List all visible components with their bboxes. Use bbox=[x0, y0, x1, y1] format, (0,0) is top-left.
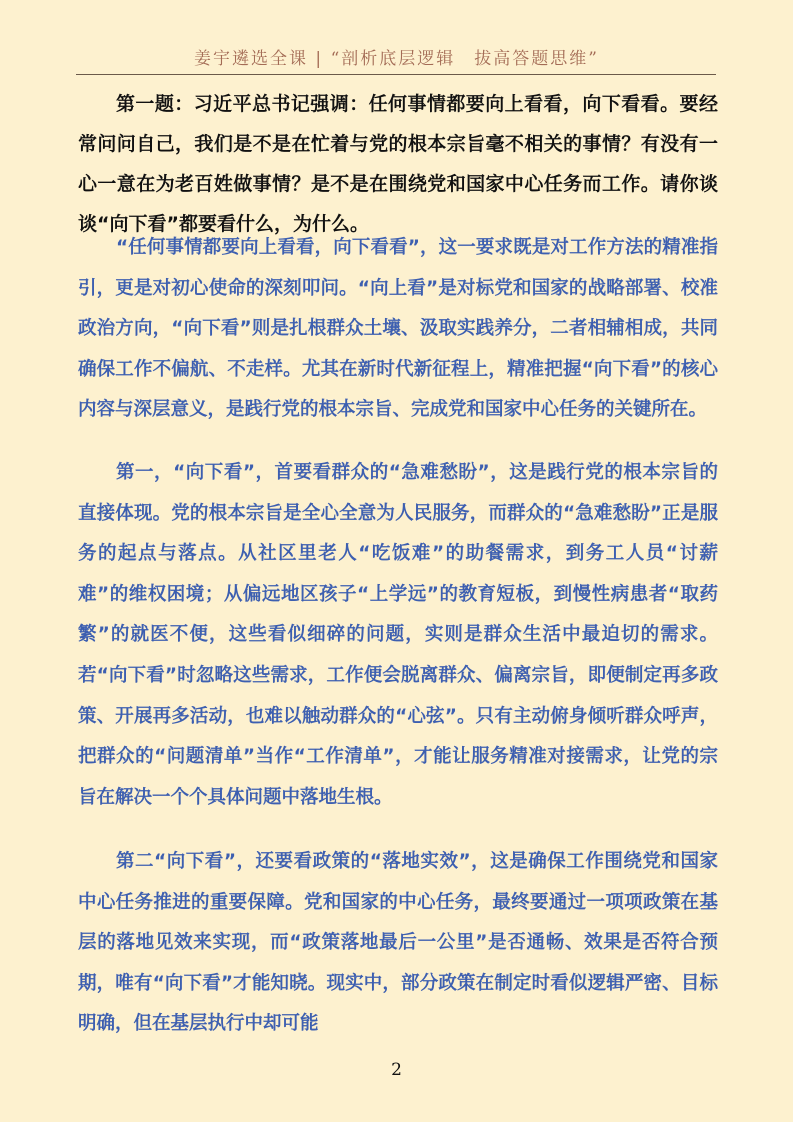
answer-paragraph-point-2: 第二“向下看”，还要看政策的“落地实效”，这是确保工作围绕党和国家中心任务推进的重要保障。党和国家的中心任务，最终要通过一项项政策在基层的落地见效来实现，而“政策落地最后一公里”是否通畅、效果是否符合预期，唯有“向下看”才能知晓。现实中，部分政策在制定时看似逻辑严密、目标明确，但在基层执行中却可能 bbox=[78, 851, 718, 1035]
page-header: 姜宇遴选全课 | “剖析底层逻辑 拔高答题思维” bbox=[194, 49, 599, 69]
header-divider bbox=[76, 74, 716, 75]
answer-paragraph-point-1: 第一，“向下看”，首要看群众的“急难愁盼”，这是践行党的根本宗旨的直接体现。党的根本宗旨是全心全意为人民服务，而群众的“急难愁盼”正是服务的起点与落点。从社区里老人“吃饭难”的助餐需求，到务工人员“讨薪难”的维权困境；从偏远地区孩子“上学远”的教育短板，到慢性病患者“取药繁”的就医不便，这些看似细碎的问题，实则是群众生活中最迫切的需求。若“向下看”时忽略这些需求，工作便会脱离群众、偏离宗旨，即便制定再多政策、开展再多活动，也难以触动群众的“心弦”。只有主动俯身倾听群众呼声，把群众的“问题清单”当作“工作清单”，才能让服务精准对接需求，让党的宗旨在解决一个个具体问题中落地生根。 bbox=[78, 462, 718, 808]
page-number: 2 bbox=[391, 1060, 402, 1080]
answer-paragraph-intro: “任何事情都要向上看看，向下看看”，这一要求既是对工作方法的精准指引，更是对初心使命的深刻叩问。“向上看”是对标党和国家的战略部署、校准政治方向，“向下看”则是扎根群众土壤、汲取实践养分，二者相辅相成，共同确保工作不偏航、不走样。尤其在新时代新征程上，精准把握“向下看”的核心内容与深层意义，是践行党的根本宗旨、完成党和国家中心任务的关键所在。 bbox=[78, 237, 718, 421]
question-text: 第一题：习近平总书记强调：任何事情都要向上看看，向下看看。要经常问问自己，我们是不是在忙着与党的根本宗旨毫不相关的事情？有没有一心一意在为老百姓做事情？是不是在围绕党和国家中心任务而工作。请你谈谈“向下看”都要看什么，为什么。 bbox=[78, 93, 718, 235]
